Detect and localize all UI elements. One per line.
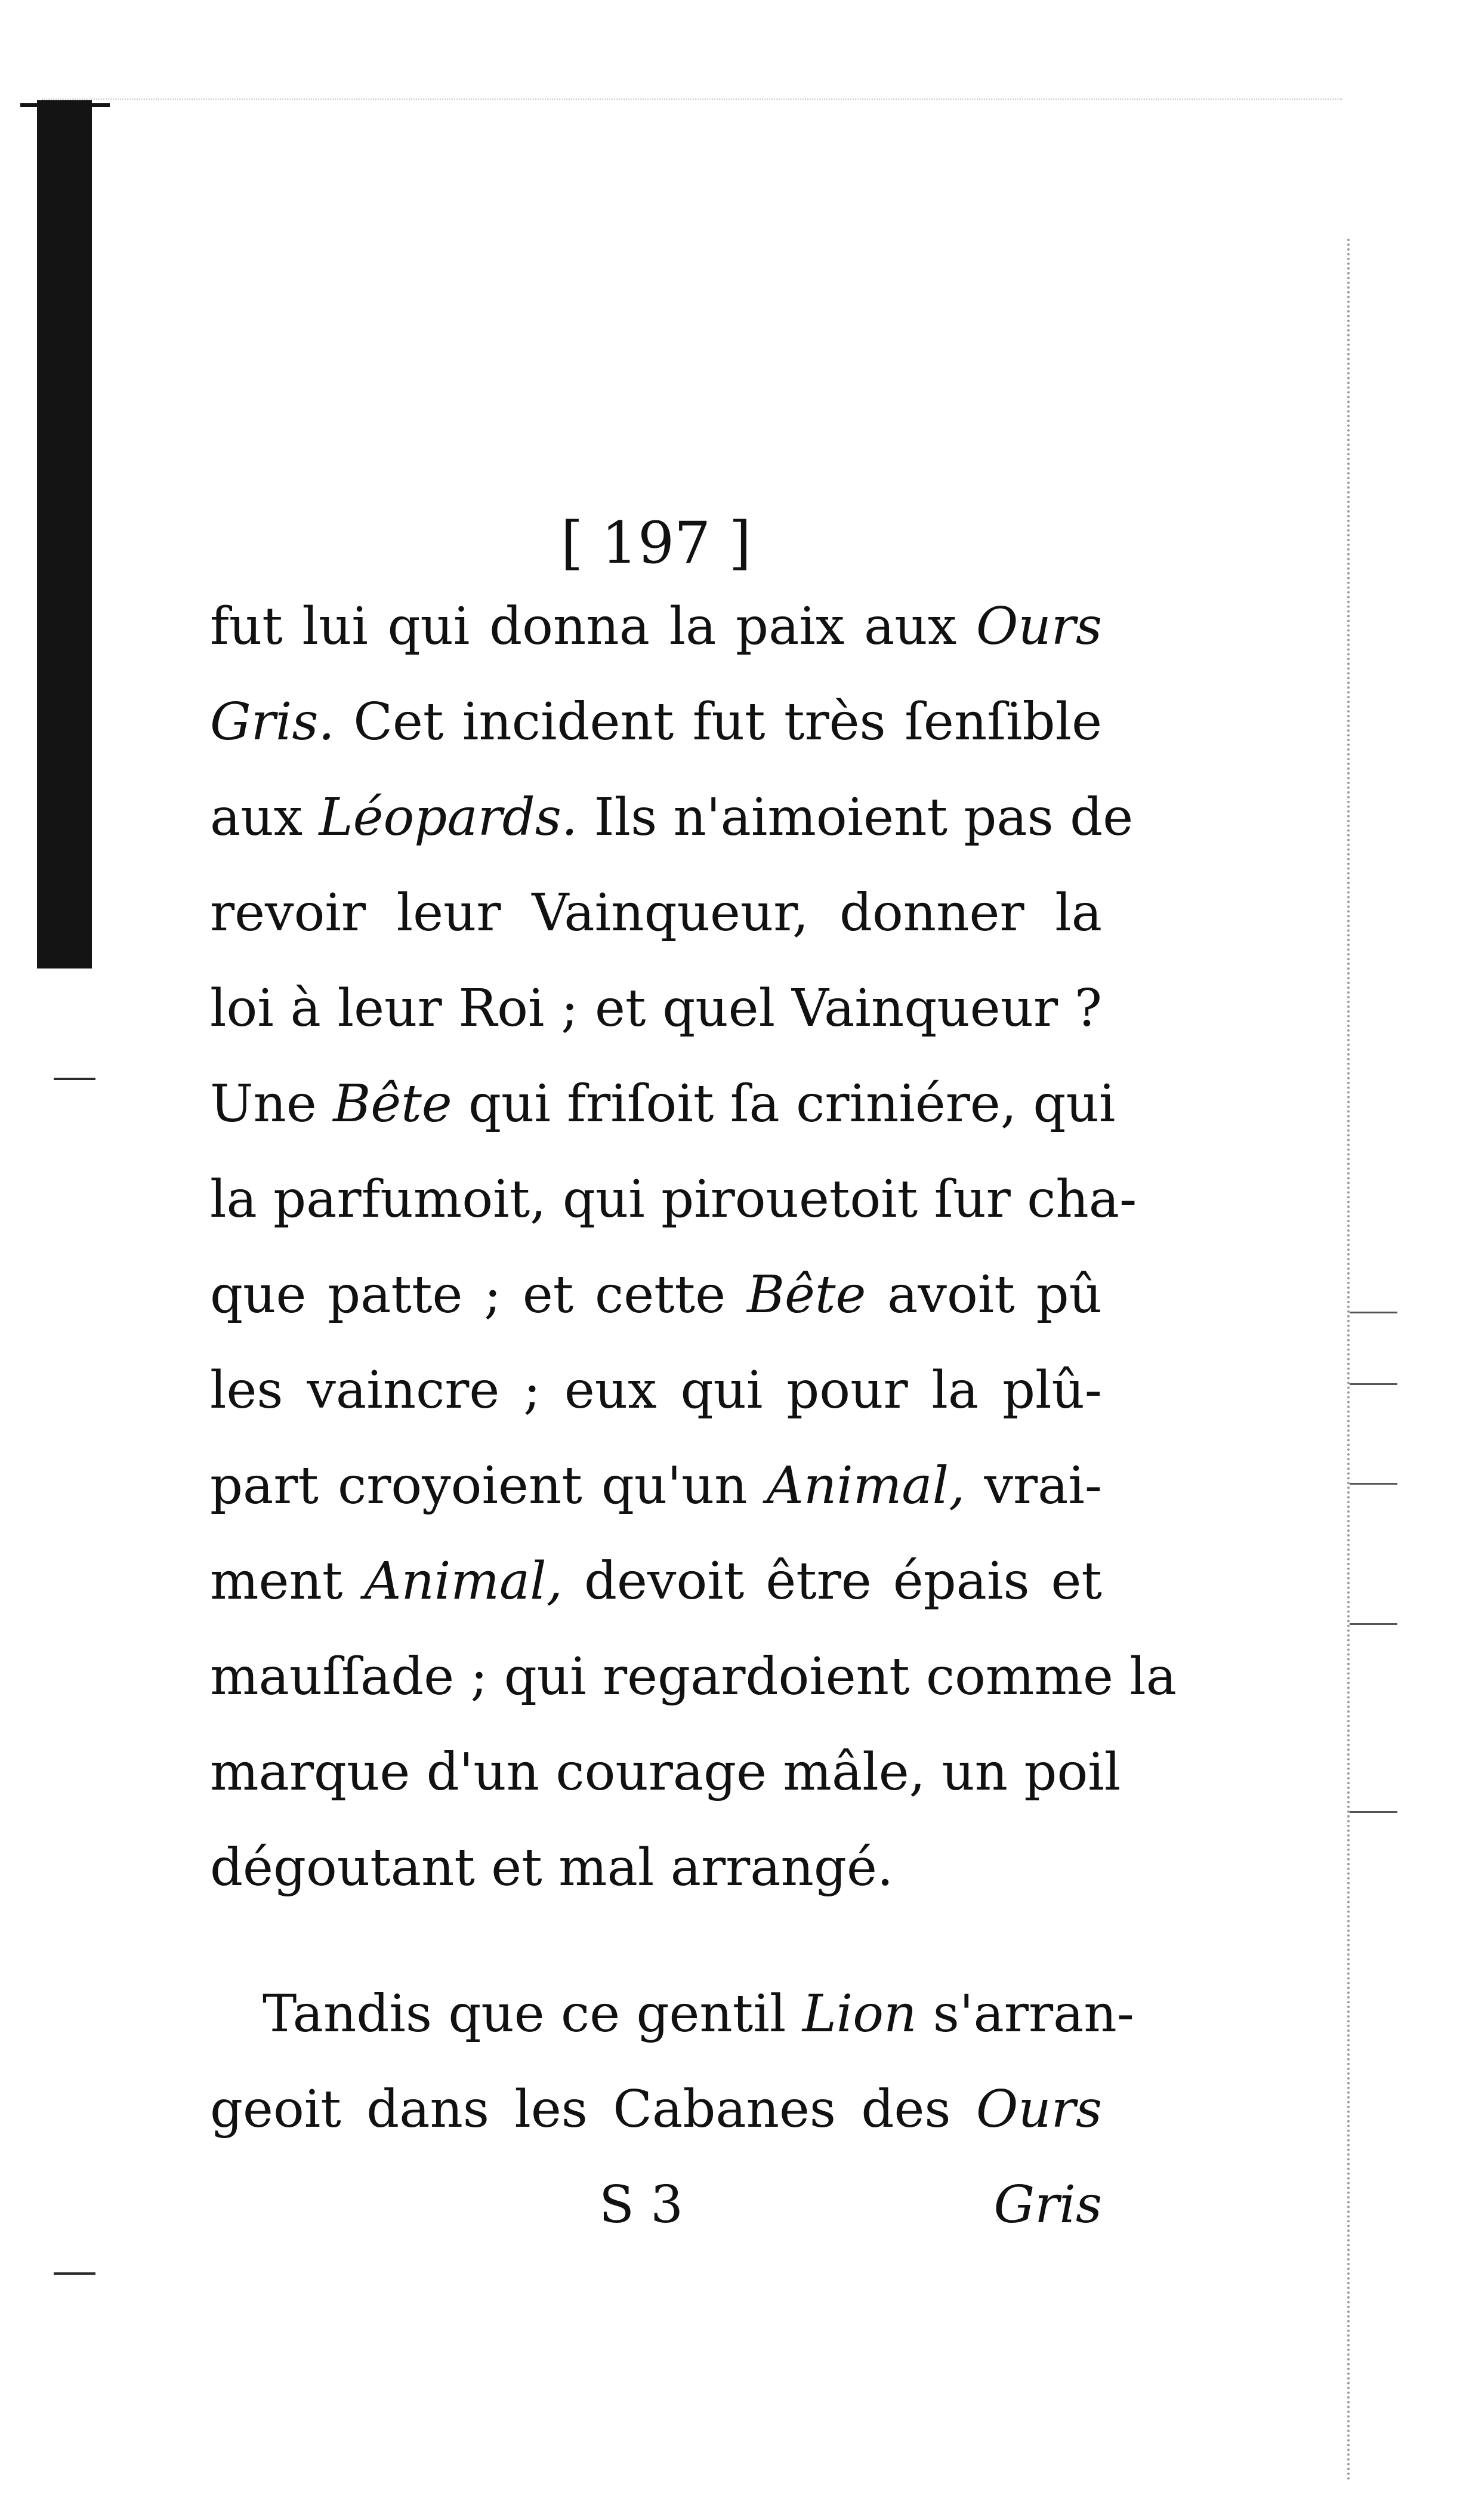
right-edge-mark (1350, 1312, 1397, 1313)
right-page-edge (1347, 239, 1362, 2482)
right-edge-mark (1350, 1623, 1397, 1625)
text-line: ment Animal, devoit être épais et (210, 1552, 1102, 1611)
left-margin-mark (54, 2272, 95, 2275)
binding-shadow (37, 100, 92, 968)
page-top-edge (42, 98, 1342, 100)
text-line: Gris. Cet incident fut très ſenſible (210, 692, 1102, 752)
left-margin-mark (54, 1078, 95, 1080)
text-line: mauſſade ; qui regardoient comme la (210, 1647, 1177, 1707)
text-line: Une Bête qui friſoit ſa criniére, qui (210, 1074, 1116, 1134)
text-line: Tandis que ce gentil Lion s'arran- (263, 1984, 1134, 2044)
text-line: les vaincre ; eux qui pour la plû- (210, 1361, 1102, 1420)
catchword: Gris (993, 2175, 1102, 2235)
right-edge-mark (1350, 1811, 1397, 1813)
right-edge-mark (1350, 1383, 1397, 1385)
text-line: geoit dans les Cabanes des Ours (210, 2080, 1102, 2139)
text-line: marque d'un courage mâle, un poil (210, 1742, 1121, 1802)
page-footer (210, 2157, 1102, 2253)
text-line: fut lui qui donna la paix aux Ours (210, 597, 1102, 656)
text-line: la parfumoit, qui pirouetoit ſur cha- (210, 1170, 1137, 1229)
page-number-header: [ 197 ] (560, 510, 752, 576)
text-line: revoir leur Vainqueur, donner la (210, 883, 1102, 943)
text-line: part croyoient qu'un Animal, vrai- (210, 1456, 1102, 1516)
text-line: aux Léopards. Ils n'aimoient pas de (210, 788, 1134, 847)
text-line: que patte ; et cette Bête avoit pû (210, 1265, 1103, 1325)
signature-mark: S 3 (599, 2175, 683, 2235)
text-line: dégoutant et mal arrangé. (210, 1838, 894, 1898)
text-line: loi à leur Roi ; et quel Vainqueur ? (210, 979, 1102, 1038)
right-edge-mark (1350, 1483, 1397, 1485)
